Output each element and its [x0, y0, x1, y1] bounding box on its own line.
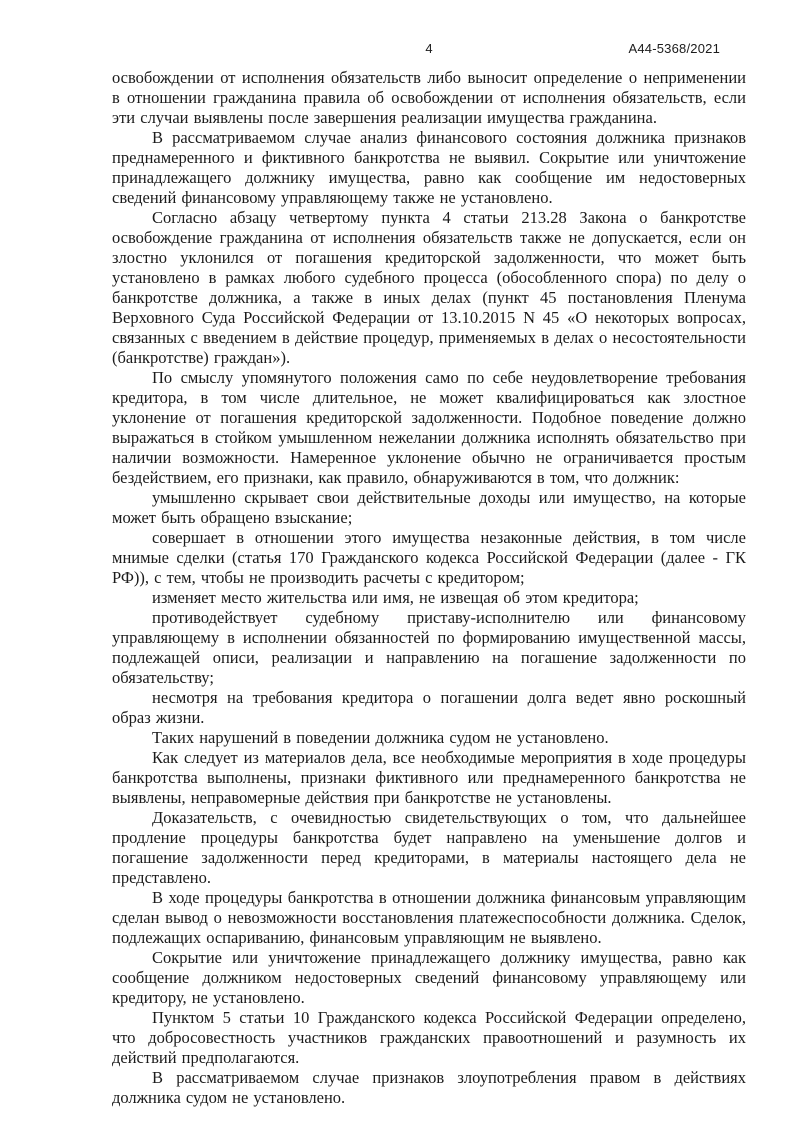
page-number: 4 — [425, 41, 433, 56]
paragraph: Согласно абзацу четвертому пункта 4 статьи 213.28 Закона о банкротстве освобождение гражданина от исполнения обязательств также не допускается, если он злостно уклонился от погашения кредиторской задолженности, что может быть установлено в рамках любого судебного процесса (обособленного спора) по делу о банкротстве должника, а также в иных делах (пункт 45 постановления Пленума Верховного Суда Российской Федерации от 13.10.2015 N 45 «О некоторых вопросах, связанных с введением в действие процедур, применяемых в делах о несостоятельности (банкротстве) граждан»). — [112, 208, 746, 367]
document-body — [112, 68, 746, 1108]
paragraph: Таких нарушений в поведении должника судом не установлено. — [152, 728, 609, 747]
paragraph: Как следует из материалов дела, все необходимые мероприятия в ходе процедуры банкротства выполнены, признаки фиктивного или преднамеренного банкротства не выявлены, неправомерные действия при банкротстве не установлены. — [112, 748, 746, 807]
paragraph: изменяет место жительства или имя, не извещая об этом кредитора; — [152, 588, 639, 607]
paragraph: Доказательств, с очевидностью свидетельствующих о том, что дальнейшее продление процедуры банкротства будет направлено на уменьшение долгов и погашение задолженности перед кредиторами, в материалы настоящего дела не представлено. — [112, 808, 746, 887]
paragraph: В рассматриваемом случае признаков злоупотребления правом в действиях должника судом не установлено. — [112, 1068, 746, 1107]
paragraph: Сокрытие или уничтожение принадлежащего должнику имущества, равно как сообщение должником недостоверных сведений финансовому управляющему или кредитору, не установлено. — [112, 948, 746, 1007]
paragraph: противодействует судебному приставу-исполнителю или финансовому управляющему в исполнении обязанностей по формированию имущественной массы, подлежащей описи, реализации и направлению на погашение задолженности по обязательству; — [112, 608, 746, 687]
paragraph: Пунктом 5 статьи 10 Гражданского кодекса Российской Федерации определено, что добросовестность участников гражданских правоотношений и разумность их действий предполагаются. — [112, 1008, 746, 1067]
paragraph: освобождении от исполнения обязательств либо выносит определение о неприменении в отношении гражданина правила об освобождении от исполнения обязательств, если эти случаи выявлены после завершения реализации имущества гражданина. — [112, 68, 746, 127]
paragraph: По смыслу упомянутого положения само по себе неудовлетворение требования кредитора, в том числе длительное, не может квалифицироваться как злостное уклонение от погашения кредиторской задолженности. Подобное поведение должно выражаться в стойком умышленном нежелании должника исполнять обязательство при наличии возможности. Намеренное уклонение обычно не ограничивается простым бездействием, его признаки, как правило, обнаруживаются в том, что должник: — [112, 368, 746, 487]
paragraph: несмотря на требования кредитора о погашении долга ведет явно роскошный образ жизни. — [112, 688, 746, 727]
page-header — [112, 41, 746, 59]
paragraph: В ходе процедуры банкротства в отношении должника финансовым управляющим сделан вывод о невозможности восстановления платежеспособности должника. Сделок, подлежащих оспариванию, финансовым управляющим не выявлено. — [112, 888, 746, 947]
paragraph: В рассматриваемом случае анализ финансового состояния должника признаков преднамеренного и фиктивного банкротства не выявил. Сокрытие или уничтожение принадлежащего должнику имущества, равно как сообщение им недостоверных сведений финансовому управляющему также не установлено. — [112, 128, 746, 207]
paragraph: совершает в отношении этого имущества незаконные действия, в том числе мнимые сделки (статья 170 Гражданского кодекса Российской Федерации (далее - ГК РФ)), с тем, чтобы не производить расчеты с кредитором; — [112, 528, 746, 587]
paragraph: умышленно скрывает свои действительные доходы или имущество, на которые может быть обращено взыскание; — [112, 488, 746, 527]
case-number: А44-5368/2021 — [628, 41, 720, 56]
